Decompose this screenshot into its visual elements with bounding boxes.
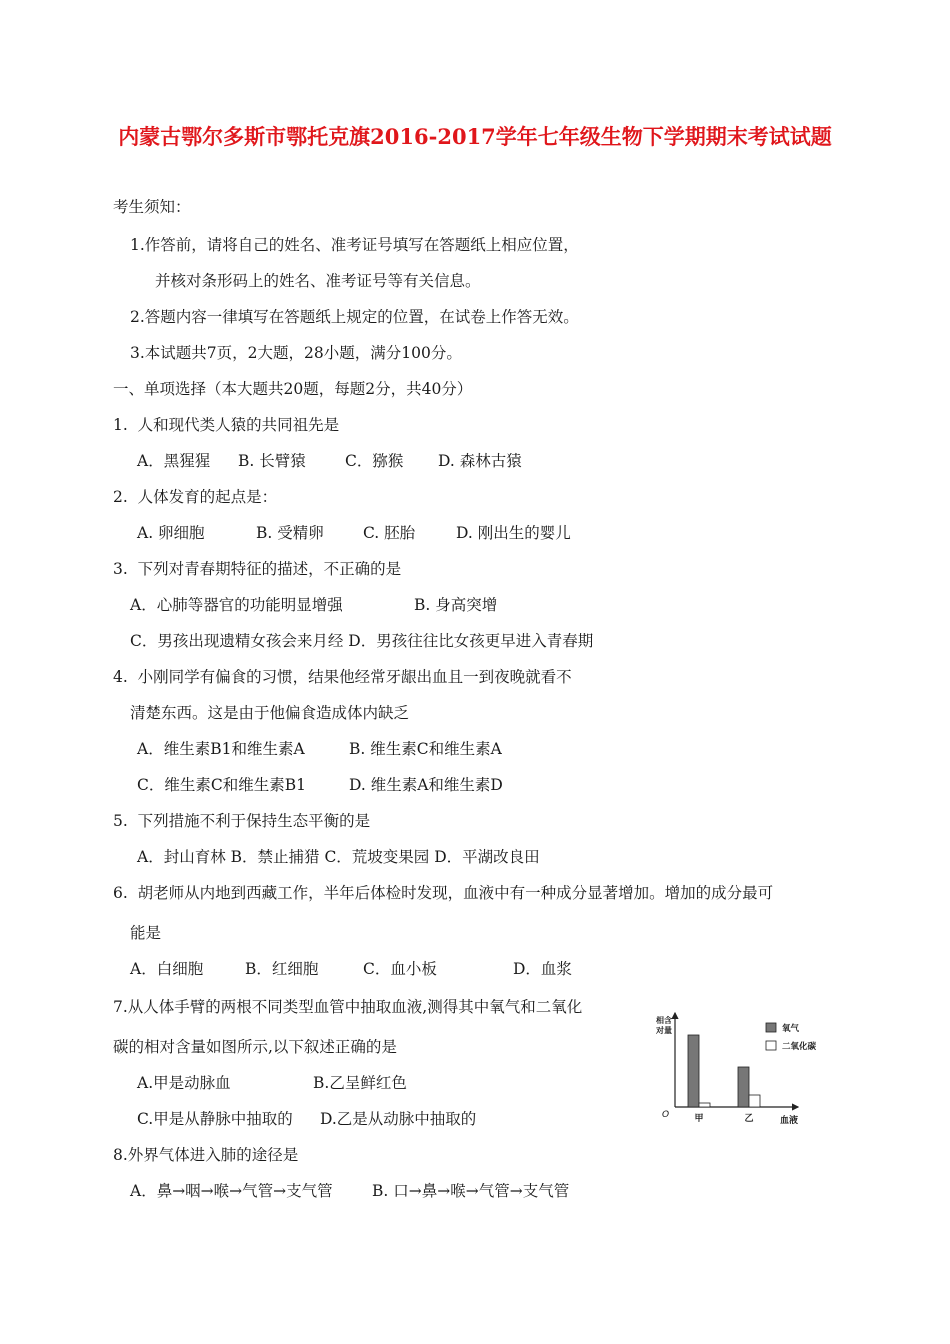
question-stem: 3. 下列对青春期特征的描述，不正确的是 bbox=[113, 560, 402, 578]
y-axis-label-char: 量 bbox=[664, 1026, 672, 1035]
notice-item: 3.本试题共7页，2大题，28小题，满分100分。 bbox=[130, 344, 462, 362]
option: B. 口→鼻→喉→气管→支气管 bbox=[372, 1182, 570, 1200]
category-label: 乙 bbox=[744, 1114, 754, 1124]
option: D. 刚出生的婴儿 bbox=[456, 524, 571, 542]
option: B. 维生素C和维生素A bbox=[349, 740, 502, 758]
y-axis-label-char: 对 bbox=[656, 1026, 664, 1035]
y-axis-label-char: 含 bbox=[664, 1016, 672, 1025]
question-stem: 4. 小刚同学有偏食的习惯，结果他经常牙龈出血且一到夜晚就看不 bbox=[113, 668, 572, 686]
option: B. 长臂猿 bbox=[238, 452, 306, 470]
legend-swatch bbox=[766, 1041, 776, 1050]
option: B. 身高突增 bbox=[414, 596, 498, 614]
option: A．黑猩猩 bbox=[137, 452, 211, 470]
bar-甲-氧气 bbox=[688, 1035, 699, 1107]
option: C．猕猴 bbox=[345, 452, 404, 470]
option: A．鼻→咽→喉→气管→支气管 bbox=[130, 1182, 333, 1200]
blood-gas-bar-chart bbox=[650, 1005, 850, 1140]
option: C. 胚胎 bbox=[363, 524, 416, 542]
option: A. 卵细胞 bbox=[137, 524, 205, 542]
question-stem: 1. 人和现代类人猿的共同祖先是 bbox=[113, 416, 340, 434]
option: D. 森林古猿 bbox=[438, 452, 522, 470]
chart-origin: O bbox=[662, 1110, 670, 1120]
section-heading: 一、单项选择（本大题共20题，每题2分，共40分） bbox=[113, 380, 473, 398]
document-title: 内蒙古鄂尔多斯市鄂托克旗2016-2017学年七年级生物下学期期末考试试题 bbox=[118, 124, 832, 149]
legend-label: 氧气 bbox=[782, 1024, 800, 1034]
option: A．维生素B1和维生素A bbox=[137, 740, 305, 758]
chart-legend bbox=[766, 1023, 817, 1052]
bar-甲-二氧化碳 bbox=[699, 1103, 710, 1107]
option: C.甲是从静脉中抽取的 bbox=[137, 1110, 293, 1128]
option: A．白细胞 bbox=[130, 960, 204, 978]
option: D. 维生素A和维生素D bbox=[349, 776, 503, 794]
question-stem: 6. 胡老师从内地到西藏工作，半年后体检时发现，血液中有一种成分显著增加。增加的成分最可 bbox=[113, 884, 774, 902]
category-label: 甲 bbox=[694, 1114, 704, 1124]
y-axis-label-char: 相 bbox=[656, 1016, 664, 1025]
legend-label: 二氧化碳 bbox=[782, 1042, 817, 1052]
question-stem-cont: 碳的相对含量如图所示,以下叙述正确的是 bbox=[113, 1038, 397, 1056]
option: D.乙是从动脉中抽取的 bbox=[320, 1110, 477, 1128]
option: B.乙呈鲜红色 bbox=[313, 1074, 407, 1092]
bar-乙-二氧化碳 bbox=[749, 1095, 760, 1107]
notice-item: 2.答题内容一律填写在答题纸上规定的位置，在试卷上作答无效。 bbox=[130, 308, 579, 326]
option: B. 受精卵 bbox=[256, 524, 324, 542]
y-axis-label bbox=[655, 1015, 672, 1035]
option: A．心肺等器官的功能明显增强 bbox=[130, 596, 343, 614]
question-stem-cont: 清楚东西。这是由于他偏食造成体内缺乏 bbox=[130, 704, 410, 722]
legend-swatch bbox=[766, 1023, 776, 1032]
option: B．红细胞 bbox=[245, 960, 319, 978]
question-stem: 7.从人体手臂的两根不同类型血管中抽取血液,测得其中氧气和二氧化 bbox=[113, 998, 583, 1016]
notice-item: 1.作答前，请将自己的姓名、准考证号填写在答题纸上相应位置， bbox=[130, 236, 579, 254]
x-axis-label: 血液 bbox=[780, 1116, 799, 1126]
category-labels bbox=[694, 1113, 753, 1124]
bar-乙-氧气 bbox=[738, 1067, 749, 1107]
option: C．男孩出现遗精女孩会来月经 D．男孩往往比女孩更早进入青春期 bbox=[130, 632, 594, 650]
option: D．血浆 bbox=[513, 960, 572, 978]
option: C．血小板 bbox=[363, 960, 437, 978]
question-stem-cont: 能是 bbox=[130, 924, 162, 942]
option: A．封山育林 B．禁止捕猎 C．荒坡变果园 D．平湖改良田 bbox=[137, 848, 540, 866]
chart-bars bbox=[688, 1035, 760, 1107]
notice-heading: 考生须知： bbox=[113, 198, 191, 216]
option: A.甲是动脉血 bbox=[137, 1074, 231, 1092]
notice-item: 并核对条形码上的姓名、准考证号等有关信息。 bbox=[155, 272, 481, 290]
option: C．维生素C和维生素B1 bbox=[137, 776, 306, 794]
question-stem: 8.外界气体进入肺的途径是 bbox=[113, 1146, 299, 1164]
question-stem: 5. 下列措施不利于保持生态平衡的是 bbox=[113, 812, 371, 830]
question-stem: 2. 人体发育的起点是： bbox=[113, 488, 278, 506]
